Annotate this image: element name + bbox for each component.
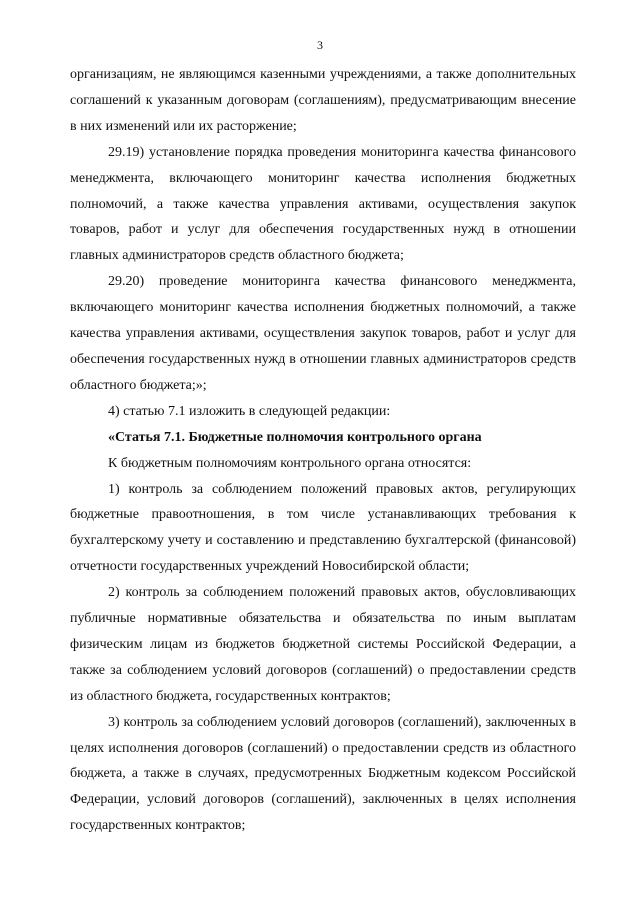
paragraph-29-19: 29.19) установление порядка проведения мониторинга качества финансового менеджмента, включающего мониторинг качества исполнения бюджетных полномочий, а также качества управления активами, осуществления закупок товаров, работ и услуг для обеспечения государственных нужд в отношении главных администраторов средств областного бюджета; xyxy=(70,144,576,264)
paragraph-item-1: 1) контроль за соблюдением положений правовых актов, регулирующих бюджетные правоотношения, в том числе устанавливающих требования к бухгалтерскому учету и составлению и представлению бухгалтерской (финансовой) отчетности государственных учреждений Новосибирской области; xyxy=(70,481,576,575)
paragraph-item-4: 4) статью 7.1 изложить в следующей редакции: xyxy=(108,403,391,419)
paragraph-intro: К бюджетным полномочиям контрольного органа относятся: xyxy=(108,455,472,471)
article-heading xyxy=(70,425,576,451)
paragraph-29-20: 29.20) проведение мониторинга качества финансового менеджмента, включающего мониторинг качества исполнения бюджетных полномочий, а также качества управления активами, осуществления закупок товаров, работ и услуг для обеспечения государственных нужд в отношении главных администраторов средств областного бюджета;»; xyxy=(70,274,576,393)
paragraph-continuation: организациям, не являющимся казенными учреждениями, а также дополнительных соглашений к указанным договорам (соглашениям), предусматривающим внесение в них изменений или их расторжение; xyxy=(70,67,576,134)
article-heading-text: «Статья 7.1. Бюджетные полномочия контрольного органа xyxy=(108,429,482,445)
paragraph-item-2: 2) контроль за соблюдением положений правовых актов, обусловливающих публичные нормативные обязательства и обязательства по иным выплатам физическим лицам из бюджетов бюджетной системы Российской Федерации, а также за соблюдением условий договоров (соглашений) о предоставлении средств из областного бюджета, государственных контрактов; xyxy=(70,585,576,704)
document-body xyxy=(70,62,576,839)
paragraph-item-3: 3) контроль за соблюдением условий договоров (соглашений), заключенных в целях исполнения договоров (соглашений) о предоставлении средств из областного бюджета, а также в случаях, предусмотренных Бюджетным кодексом Российской Федерации, условий договоров (соглашений), заключенных в целях исполнения государственных контрактов; xyxy=(70,714,576,834)
page-number: 3 xyxy=(317,38,323,52)
